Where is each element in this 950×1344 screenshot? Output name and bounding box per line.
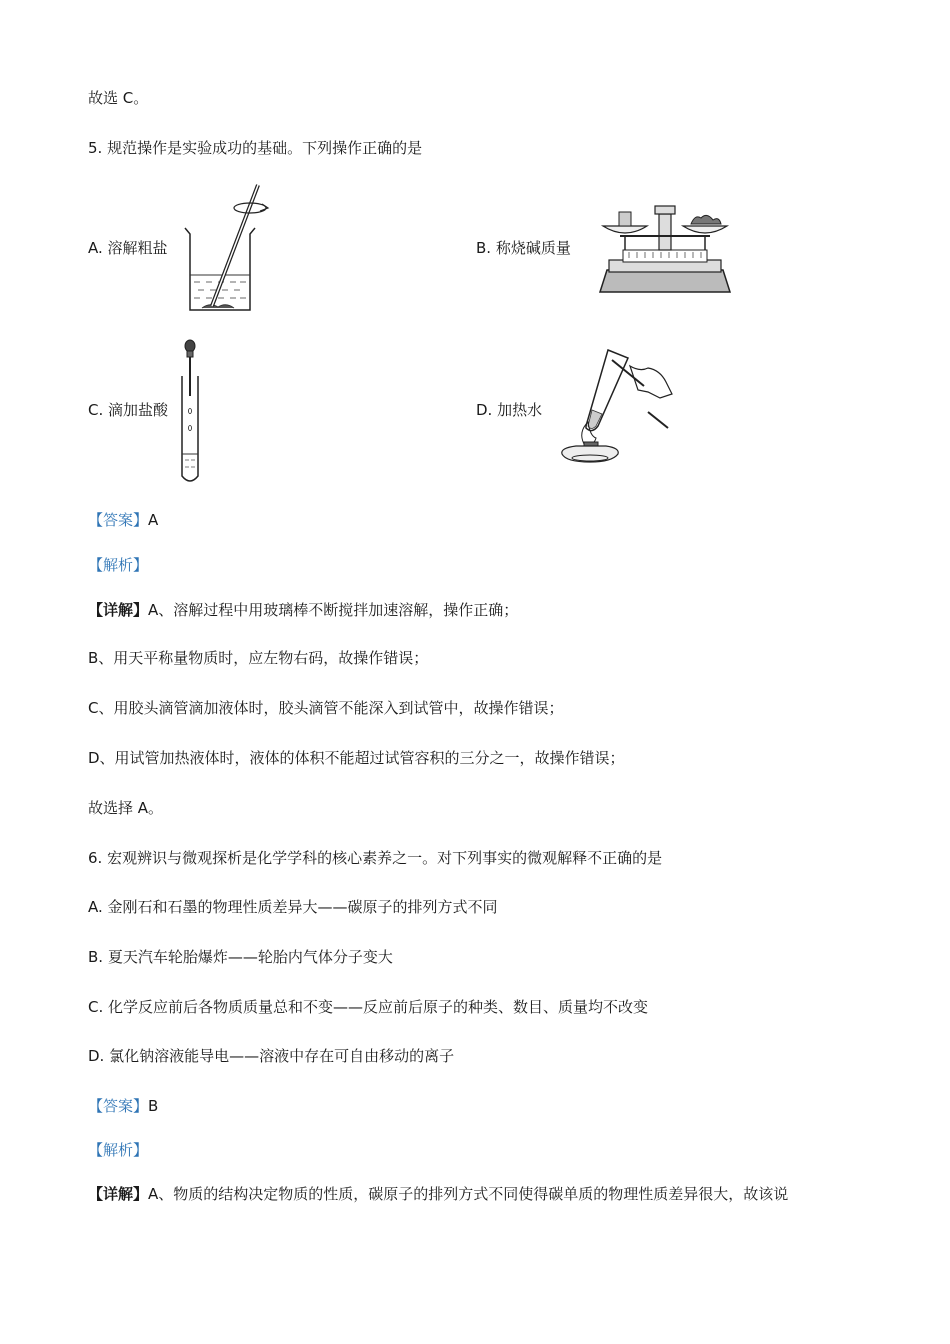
heating-test-tube-figure (548, 346, 678, 475)
beaker-stirring-rod-figure (180, 180, 270, 319)
q6-option-a: A. 金刚石和石墨的物理性质差异大——碳原子的排列方式不同 (88, 898, 498, 916)
q5-detail-c: C、用胶头滴管滴加液体时，胶头滴管不能深入到试管中，故操作错误； (88, 699, 564, 717)
q6-stem: 6. 宏观辨识与微观探析是化学学科的核心素养之一。对下列事实的微观解释不正确的是 (88, 849, 663, 867)
q6-option-d: D. 氯化钠溶液能导电——溶液中存在可自由移动的离子 (88, 1047, 455, 1065)
q5-detail-d: D、用试管加热液体时，液体的体积不能超过试管容积的三分之一，故操作错误； (88, 749, 625, 767)
q6-detail-a-text: A、物质的结构决定物质的性质，碳原子的排列方式不同使得碳单质的物理性质差异很大，故该说 (148, 1185, 789, 1203)
q6-detail-tag: 【详解】 (88, 1185, 149, 1203)
q6-analysis-tag: 【解析】 (88, 1141, 149, 1159)
q6-answer-value: B (148, 1097, 159, 1115)
q6-option-b: B. 夏天汽车轮胎爆炸——轮胎内气体分子变大 (88, 948, 393, 966)
q5-option-d: D. 加热水 (476, 401, 543, 419)
q6-detail-a (88, 1184, 788, 1204)
q6-option-c: C. 化学反应前后各物质质量总和不变——反应前后原子的种类、数目、质量均不改变 (88, 998, 649, 1016)
q6-answer-tag: 【答案】 (88, 1097, 149, 1115)
q5-answer-tag: 【答案】 (88, 511, 149, 529)
q6-answer (88, 1096, 158, 1116)
q5-answer (88, 510, 158, 530)
q5-stem: 5. 规范操作是实验成功的基础。下列操作正确的是 (88, 139, 423, 157)
q5-option-b: B. 称烧碱质量 (476, 239, 571, 257)
prev-conclusion: 故选 C。 (88, 89, 149, 107)
q5-detail-a-text: A、溶解过程中用玻璃棒不断搅拌加速溶解，操作正确； (148, 601, 519, 619)
q5-option-a: A. 溶解粗盐 (88, 239, 168, 257)
balance-scale-figure (595, 200, 735, 299)
q5-detail-a (88, 600, 518, 620)
q5-detail-b: B、用天平称量物质时，应左物右码，故操作错误； (88, 649, 429, 667)
q5-option-c: C. 滴加盐酸 (88, 401, 169, 419)
q5-analysis-tag: 【解析】 (88, 556, 149, 574)
q5-conclusion: 故选择 A。 (88, 799, 164, 817)
q5-answer-value: A (148, 511, 159, 529)
q5-detail-tag: 【详解】 (88, 601, 149, 619)
dropper-test-tube-figure (178, 336, 208, 490)
